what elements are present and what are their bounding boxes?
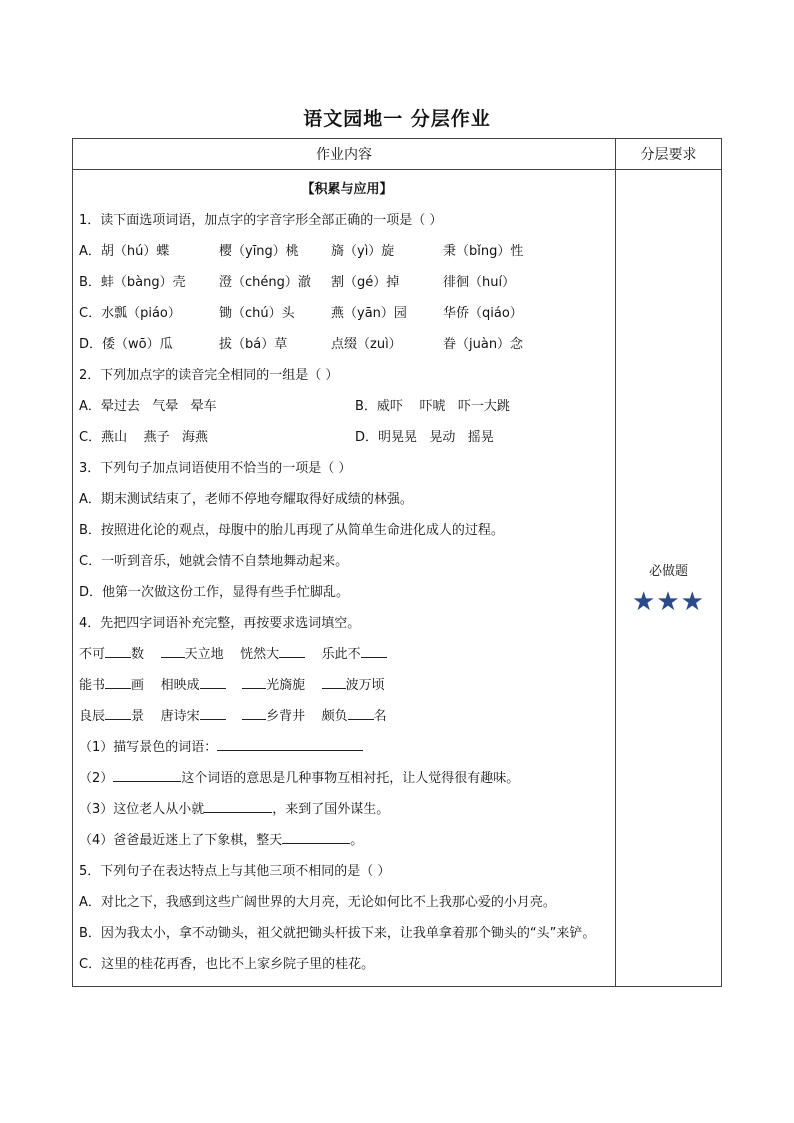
fill-blank	[105, 643, 131, 658]
header-content: 作业内容	[73, 139, 616, 170]
question-1-option-d	[79, 329, 615, 360]
question-1-stem: 1．读下面选项词语，加点字的字音字形全部正确的一项是（ ）	[79, 213, 443, 228]
fill-blank	[105, 674, 131, 689]
requirement-label: 必做题	[648, 564, 688, 579]
question-4-sub-1	[79, 732, 615, 763]
question-3-option-d: D．他第一次做这份工作，显得有些手忙脚乱。	[79, 585, 350, 600]
question-1-option-c	[79, 298, 615, 329]
question-4-sub-2	[79, 763, 615, 794]
option-text: 割（gé）掉	[331, 275, 400, 290]
fill-blank	[279, 643, 305, 658]
question-3-option-a: A．期末测试结束了，老师不停地夸耀取得好成绩的林强。	[79, 492, 413, 507]
sub-question-text: （3）这位老人从小就	[79, 802, 205, 817]
option-text: 秉（bǐng）性	[443, 244, 524, 259]
content-cell	[73, 170, 616, 987]
fill-blank	[242, 674, 266, 689]
idiom-part: 能书	[79, 678, 106, 693]
idiom-part: 数	[131, 647, 145, 662]
question-4-sub-3	[79, 794, 615, 825]
idiom-part: 天立地	[184, 647, 224, 662]
option-text: A．晕过去 气晕 晕车	[79, 399, 217, 414]
section-heading: 【积累与应用】	[301, 182, 393, 197]
sub-question-text: （2）	[79, 771, 114, 786]
idiom-part: 颇负	[321, 709, 348, 724]
table-body-row	[73, 170, 722, 987]
fill-blank	[322, 674, 346, 689]
idiom-row-3	[79, 701, 615, 732]
question-3-option-c: C．一听到音乐，她就会情不自禁地舞动起来。	[79, 554, 349, 569]
sub-question-text: ，来到了国外谋生。	[272, 802, 390, 817]
idiom-part: 恍然大	[240, 647, 280, 662]
fill-blank	[282, 829, 350, 844]
option-text: 徘徊（huí）	[443, 275, 516, 290]
option-text: 锄（chú）头	[219, 306, 295, 321]
idiom-part: 波万顷	[345, 678, 385, 693]
question-2-options-cd	[79, 422, 615, 453]
idiom-part: 不可	[79, 647, 106, 662]
fill-blank	[204, 798, 272, 813]
idiom-part: 画	[131, 678, 145, 693]
fill-blank	[200, 674, 226, 689]
idiom-part: 名	[373, 709, 387, 724]
question-4-sub-4	[79, 825, 615, 856]
page-title: 语文园地一 分层作业	[303, 108, 491, 130]
idiom-row-2	[79, 670, 615, 701]
fill-blank	[200, 705, 226, 720]
difficulty-stars-icon: ★★★	[632, 587, 705, 617]
option-text: 樱（yīng）桃	[219, 244, 299, 259]
question-5-option-c: C．这里的桂花再香，也比不上家乡院子里的桂花。	[79, 957, 375, 972]
option-text: D．倭（wō）瓜	[79, 337, 173, 352]
fill-blank	[242, 705, 266, 720]
option-text: B．蚌（bàng）壳	[79, 275, 186, 290]
sub-question-text: （4）爸爸最近迷上了下象棋，整天	[79, 833, 283, 848]
question-2-stem: 2．下列加点字的读音完全相同的一组是（ ）	[79, 368, 339, 383]
option-text: 华侨（qiáo）	[443, 306, 523, 321]
question-4-stem: 4．先把四字词语补充完整，再按要求选词填空。	[79, 616, 361, 631]
fill-blank	[348, 705, 374, 720]
option-text: 眷（juàn）念	[443, 337, 524, 352]
question-3-stem: 3．下列句子加点词语使用不恰当的一项是（ ）	[79, 461, 352, 476]
sub-question-text: （1）描写景色的词语：	[79, 740, 218, 755]
fill-blank	[217, 736, 363, 751]
option-text: C．水瓢（piáo）	[79, 306, 181, 321]
fill-blank	[113, 767, 181, 782]
option-text: 燕（yān）园	[331, 306, 407, 321]
fill-blank	[161, 643, 185, 658]
fill-blank	[105, 705, 131, 720]
idiom-part: 良辰	[79, 709, 106, 724]
option-text: 澄（chéng）澈	[219, 275, 311, 290]
fill-blank	[361, 643, 387, 658]
idiom-part: 景	[131, 709, 145, 724]
question-5-stem: 5．下列句子在表达特点上与其他三项不相同的是（ ）	[79, 864, 391, 879]
question-1-option-b	[79, 267, 615, 298]
homework-table	[72, 138, 722, 987]
sub-question-text: 。	[350, 833, 364, 848]
question-1-option-a	[79, 236, 615, 267]
idiom-part: 光旖旎	[266, 678, 306, 693]
idiom-part: 相映成	[160, 678, 200, 693]
option-text: B．威吓 吓唬 吓一大跳	[355, 399, 510, 414]
idiom-part: 唐诗宋	[160, 709, 200, 724]
table-header-row	[73, 139, 722, 170]
question-5-option-a: A．对比之下，我感到这些广阔世界的大月亮，无论如何比不上我那心爱的小月亮。	[79, 895, 556, 910]
option-text: 旖（yì）旋	[331, 244, 395, 259]
question-2-options-ab	[79, 391, 615, 422]
question-3-option-b: B．按照进化论的观点，母腹中的胎儿再现了从简单生命进化成人的过程。	[79, 523, 504, 538]
sub-question-text: 这个词语的意思是几种事物互相衬托，让人觉得很有趣味。	[181, 771, 520, 786]
option-text: A．胡（hú）蝶	[79, 244, 170, 259]
idiom-row-1	[79, 639, 615, 670]
option-text: 拔（bá）草	[219, 337, 288, 352]
question-5-option-b: B．因为我太小，拿不动锄头，祖父就把锄头杆拔下来，让我单拿着那个锄头的“头”来铲。	[79, 926, 596, 941]
idiom-part: 乡背井	[266, 709, 306, 724]
idiom-part: 乐此不	[321, 647, 361, 662]
option-text: C．燕山 燕子 海燕	[79, 430, 209, 445]
header-requirement: 分层要求	[616, 139, 722, 170]
option-text: D．明晃晃 晃动 摇晃	[355, 430, 494, 445]
requirement-cell	[616, 170, 722, 987]
option-text: 点缀（zuì）	[331, 337, 402, 352]
